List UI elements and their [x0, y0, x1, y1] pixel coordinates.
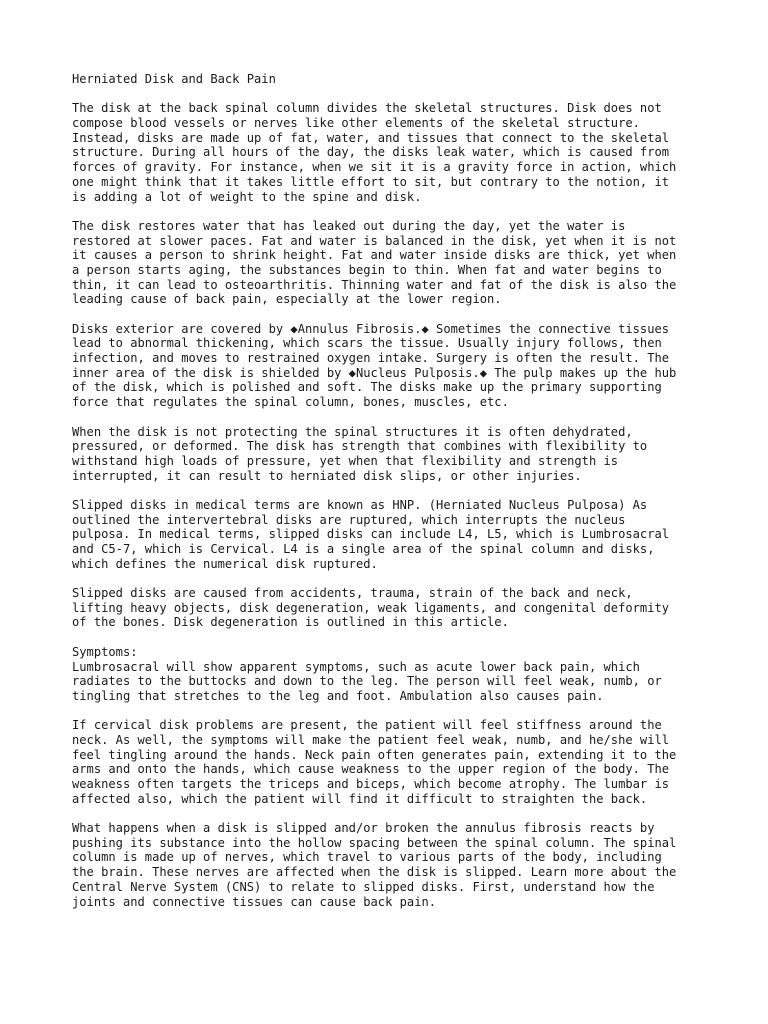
document-body: [72, 101, 712, 909]
text-line: outlined the intervertebral disks are ruptured, which interrupts the nucleus: [72, 512, 626, 527]
paragraph: [72, 718, 712, 806]
text-line: The disk restores water that has leaked out during the day, yet the water is: [72, 218, 626, 233]
text-line: pushing its substance into the hollow spacing between the spinal column. The spinal: [72, 835, 677, 850]
text-line: structure. During all hours of the day, the disks leak water, which is caused from: [72, 145, 670, 160]
text-line: Disks exterior are covered by ◆Annulus Fibrosis.◆ Sometimes the connective tissues: [72, 321, 670, 336]
text-line: Central Nerve System (CNS) to relate to slipped disks. First, understand how the: [72, 879, 655, 894]
text-line: neck. As well, the symptoms will make the patient feel weak, numb, and he/she will: [72, 732, 670, 747]
paragraph: [72, 498, 712, 571]
text-line: Slipped disks are caused from accidents, trauma, strain of the back and neck,: [72, 586, 633, 601]
text-line: Symptoms:: [72, 644, 138, 659]
text-line: withstand high loads of pressure, yet when that flexibility and strength is: [72, 453, 619, 468]
paragraph: [72, 322, 712, 410]
text-line: forces of gravity. For instance, when we sit it is a gravity force in action, which: [72, 160, 677, 175]
text-line: If cervical disk problems are present, the patient will feel stiffness around the: [72, 718, 662, 733]
text-line: thin, it can lead to osteoarthritis. Thinning water and fat of the disk is also the: [72, 277, 677, 292]
text-line: inner area of the disk is shielded by ◆Nucleus Pulposis.◆ The pulp makes up the hub: [72, 365, 677, 380]
text-line: feel tingling around the hands. Neck pain often generates pain, extending it to the: [72, 747, 677, 762]
text-line: which defines the numerical disk ruptured.: [72, 556, 378, 571]
text-line: pulposa. In medical terms, slipped disks can include L4, L5, which is Lumbrosacral: [72, 527, 670, 542]
text-line: What happens when a disk is slipped and/or broken the annulus fibrosis reacts by: [72, 821, 655, 836]
text-line: of the bones. Disk degeneration is outlined in this article.: [72, 615, 509, 630]
text-line: it causes a person to shrink height. Fat and water inside disks are thick, yet when: [72, 248, 677, 263]
text-line: Lumbrosacral will show apparent symptoms, such as acute lower back pain, which: [72, 659, 640, 674]
text-line: Slipped disks in medical terms are known as HNP. (Herniated Nucleus Pulposa) As: [72, 497, 648, 512]
text-line: one might think that it takes little effort to sit, but contrary to the notion, it: [72, 174, 670, 189]
document-page: [72, 72, 712, 924]
text-line: force that regulates the spinal column, bones, muscles, etc.: [72, 395, 509, 410]
text-line: column is made up of nerves, which travel to various parts of the body, including: [72, 850, 662, 865]
text-line: of the disk, which is polished and soft. The disks make up the primary supporting: [72, 380, 662, 395]
text-line: lifting heavy objects, disk degeneration, weak ligaments, and congenital deformity: [72, 600, 670, 615]
text-line: When the disk is not protecting the spinal structures it is often dehydrated,: [72, 424, 633, 439]
text-line: leading cause of back pain, especially at the lower region.: [72, 292, 502, 307]
text-line: pressured, or deformed. The disk has strength that combines with flexibility to: [72, 439, 648, 454]
text-line: the brain. These nerves are affected when the disk is slipped. Learn more about the: [72, 865, 677, 880]
paragraph: [72, 219, 712, 307]
text-line: Instead, disks are made up of fat, water, and tissues that connect to the skeletal: [72, 130, 670, 145]
text-line: tingling that stretches to the leg and foot. Ambulation also causes pain.: [72, 688, 604, 703]
paragraph: [72, 425, 712, 484]
text-line: weakness often targets the triceps and biceps, which become atrophy. The lumbar is: [72, 777, 670, 791]
text-line: and C5-7, which is Cervical. L4 is a single area of the spinal column and disks,: [72, 542, 655, 556]
text-line: radiates to the buttocks and down to the leg. The person will feel weak, numb, or: [72, 674, 662, 689]
text-line: is adding a lot of weight to the spine and disk.: [72, 189, 422, 204]
text-line: compose blood vessels or nerves like other elements of the skeletal structure.: [72, 116, 640, 131]
text-line: restored at slower paces. Fat and water is balanced in the disk, yet when it is not: [72, 233, 677, 248]
text-line: interrupted, it can result to herniated disk slips, or other injuries.: [72, 468, 582, 483]
text-line: affected also, which the patient will find it difficult to straighten the back.: [72, 791, 648, 806]
paragraph: [72, 645, 712, 704]
text-line: lead to abnormal thickening, which scars the tissue. Usually injury follows, then: [72, 336, 662, 351]
paragraph: [72, 586, 712, 630]
text-line: arms and onto the hands, which cause weakness to the upper region of the body. The: [72, 762, 670, 777]
document-title: Herniated Disk and Back Pain: [72, 72, 276, 86]
text-line: joints and connective tissues can cause back pain.: [72, 894, 437, 909]
text-line: The disk at the back spinal column divides the skeletal structures. Disk does not: [72, 101, 662, 116]
text-line: infection, and moves to restrained oxygen intake. Surgery is often the result. The: [72, 351, 670, 366]
text-line: a person starts aging, the substances begin to thin. When fat and water begins to: [72, 262, 662, 277]
paragraph: [72, 101, 712, 204]
paragraph: [72, 821, 712, 909]
